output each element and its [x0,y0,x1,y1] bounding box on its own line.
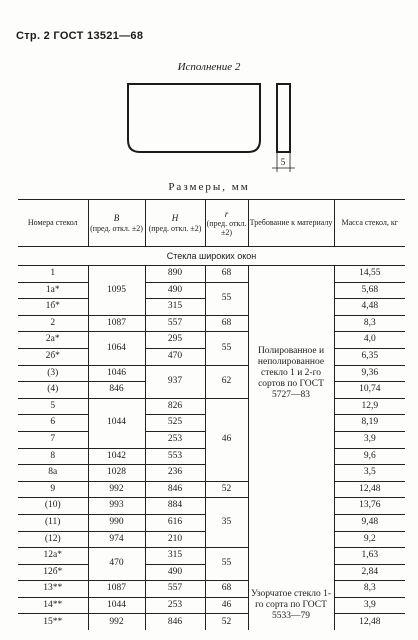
cell-r: 68 [205,266,248,283]
table-row: 8 1042 553 9,6 [18,448,405,465]
table-row: 8а 1028 236 3,5 [18,465,405,482]
col-r: r (пред. откл. ±2) [205,200,248,247]
table-row: (10) 993 884 35 13,76 [18,498,405,515]
table-row: 2а* 1064 295 55 4,0 [18,332,405,349]
table-row: 1а* 490 55 5,68 [18,282,405,299]
table-row: 9 992 846 52 12,48 [18,481,405,498]
table-row: 1б* 315 4,48 [18,299,405,316]
col-req: Требование к материалу [248,200,334,247]
glass-side-view [277,84,290,152]
table-row: (4) 846 10,74 [18,382,405,399]
dimensions-table [18,199,405,630]
page-header: Стр. 2 ГОСТ 13521—68 [16,30,144,42]
requirement-1: Полированное и неполированное стекло 1 и 2-го сортов по ГОСТ 5727—83 [248,266,334,482]
section-row [18,247,405,266]
table-row: 5 1044 826 46 12,9 [18,398,405,415]
table-row: 1 1095 890 68 Полированное и неполированное стекло 1 и 2-го сортов по ГОСТ 5727—83 14,55 [18,266,405,283]
side-dim-label: 5 [280,157,286,167]
table-row: 13** 1087 557 68 Узорчатое стекло 1-го сорта по ГОСТ 5533—79 8,3 [18,581,405,598]
col-mass: Масса стекол, кг [334,200,405,247]
table-row: 2б* 470 6,35 [18,348,405,365]
table-row: 6 525 8,19 [18,415,405,432]
table-row: (11) 990 616 9,48 [18,514,405,531]
table-row: (3) 1046 937 62 9,36 [18,365,405,382]
col-b: B (пред. откл. ±2) [88,200,145,247]
table-row: (12) 974 210 9,2 [18,531,405,548]
glass-drawing [0,0,418,200]
table-row: 2 1087 557 68 8,3 [18,315,405,332]
figure-caption: Исполнение 2 [177,61,241,73]
table-row: 7 253 3,9 [18,431,405,448]
section-title: Стекла широких окон [18,247,405,266]
dimensions-title: Размеры, мм [168,181,250,193]
glass-front-view [128,84,260,152]
table-header-row [18,200,405,247]
table-row: 12а* 470 315 55 1,63 [18,548,405,565]
table-row: 14** 1044 253 46 3,9 [18,597,405,614]
requirement-2: Узорчатое стекло 1-го сорта по ГОСТ 5533—79 [248,581,334,630]
col-num: Номера стекол [18,200,88,247]
col-h: H (пред. откл. ±2) [145,200,205,247]
table-row: 12б* 490 2,84 [18,564,405,581]
cell-b: 1095 [88,266,145,316]
table-row: 15** 992 846 52 12,48 [18,614,405,630]
